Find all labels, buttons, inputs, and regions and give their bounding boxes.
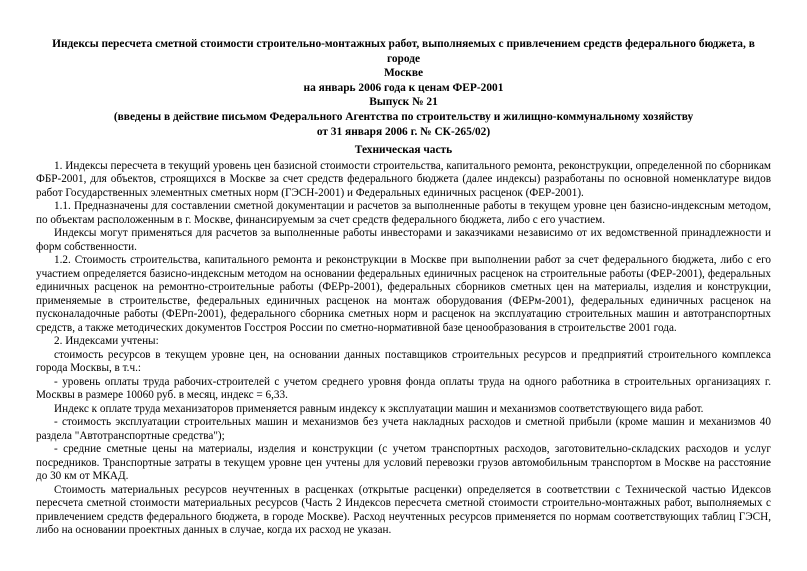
title-line-2: Москве (383, 67, 424, 80)
paragraph-indexes-usage: Индексы могут применяться для расчетов за выполненные работы инвесторами и заказчиками независимо от их ведомственной принадлежности и форм собственности. (36, 227, 771, 253)
paragraph-materials-prices: - средние сметные цены на материалы, изделия и конструкции (с учетом транспортных расходов, заготовительно-складских расходов и услуг посредников. Транспортные затраты в текущем уровне цен учтены для условий перевозки грузов автомобильным транспортом в Москве на расстояние до 30 км от МКАД. (36, 443, 771, 483)
document-body (36, 160, 771, 538)
paragraph-operators-index: Индекс к оплате труда механизаторов применяется равным индексу к эксплуатации машин и механизмов соответствующего вида работ. (54, 402, 704, 415)
paragraph-1-1: 1.1. Предназначены для составлении сметной документации и расчетов за выполненные работы в текущем уровне цен базисно-индексным методом, по объектам расположенным в г. Москве, финансируемым за счет средств федерального бюджета, либо с его участием. (36, 200, 771, 226)
title-line-4: Выпуск № 21 (369, 96, 438, 109)
title-line-6: от 31 января 2006 г. № СК-265/02) (316, 125, 491, 138)
document-header (36, 37, 771, 139)
paragraph-resources-cost: стоимость ресурсов в текущем уровне цен, на основании данных поставщиков строительных ресурсов и предприятий строительного комплекса города Москвы, в т.ч.: (36, 348, 771, 375)
title-line-3: на январь 2006 года к ценам ФЕР-2001 (303, 81, 504, 94)
title-line-5: (введены в действие письмом Федерального Агентства по строительству и жилищно-коммунальному хозяйству (113, 110, 694, 123)
paragraph-2: 2. Индексами учтены: (54, 335, 159, 348)
paragraph-1-2: 1.2. Стоимость строительства, капитального ремонта и реконструкции в Москве при выполнении работ за счет федерального бюджета, либо с его участием определяется базисно-индексным методом на основании федеральных единичных расценок на строительные работы (ФЕР-2001), федеральных единичных расценок на ремонтно-строительные работы (ФЕРр-2001), федеральных сборников сметных цен на материалы, изделия и конструкции, применяемые в строительстве, федеральных единичных расценок на монтаж оборудования (ФЕРм-2001), федеральных единичных расценок на пусконаладочные работы (ФЕРп-2001), федерального сборника сметных норм и расценок на эксплуатацию строительных машин и автотранспортных средств, а также методических документов Госстроя России по сметно-нормативной базе ценообразования в строительстве 2001 года. (36, 254, 771, 334)
paragraph-labor-pay: - уровень оплаты труда рабочих-строителей с учетом среднего уровня фонда оплаты труда на одного работника в строительных организациях г. Москвы в размере 10060 руб. в месяц, индекс = 6,33. (36, 375, 771, 402)
paragraph-unaccounted-resources: Стоимость материальных ресурсов неучтенных в расценках (открытые расценки) определяется в соответствии с Технической частью Идексов пересчета сметной стоимости материальных ресурсов (Часть 2 Индексов пересчета сметной стоимости строительно-монтажных работ, выполняемых с привлечением средств федерального бюджета, в городе Москве). Расход неучтенных ресурсов применяется по нормам соответствующих таблиц ГЭСН, либо на основании проектных данных в случае, когда их расход не указан. (36, 483, 771, 537)
paragraph-machines-cost: - стоимость эксплуатации строительных машин и механизмов без учета накладных расходов и сметной прибыли (кроме машин и механизмов 40 раздела "Автотранспортные средства"); (36, 416, 771, 442)
title-line-1: Индексы пересчета сметной стоимости строительно-монтажных работ, выполняемых с привлечением средств федерального бюджета, в городе (52, 38, 755, 65)
paragraph-1: 1. Индексы пересчета в текущий уровень цен базисной стоимости строительства, капитального ремонта, реконструкции, определенной по сборникам ФБР-2001, для объектов, строящихся в Москве за счет средств федерального бюджета (далее индексы) разработаны по основной номенклатуре видов работ Государственных элементных сметных норм (ГЭСН-2001) и Федеральных единичных расценок (ФЕР-2001). (36, 159, 771, 199)
section-title: Техническая часть (354, 144, 453, 157)
